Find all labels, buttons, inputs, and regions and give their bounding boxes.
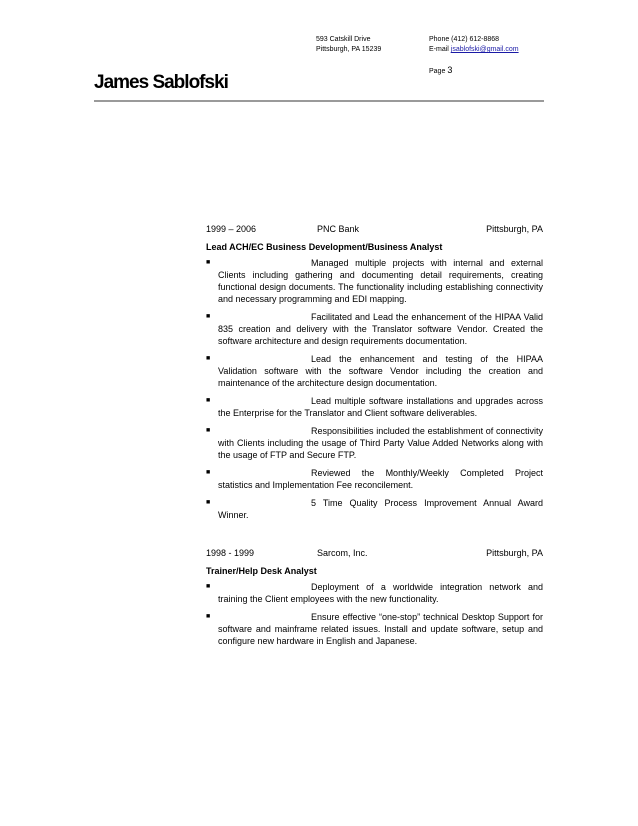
contact-block	[429, 35, 519, 55]
list-item	[206, 353, 543, 389]
bullet-icon: ■	[206, 499, 211, 506]
header-divider	[94, 100, 544, 102]
job-title: Trainer/Help Desk Analyst	[206, 566, 317, 576]
list-item	[206, 257, 543, 305]
bullet-icon: ■	[206, 427, 211, 434]
duty-text: Managed multiple projects with internal and external Clients including gathering and documenting detail requirements, creating functional design documents. The functionality including establishing connectivity and necessary programming and EDI mapping.	[218, 258, 543, 304]
list-item	[206, 467, 543, 491]
duty-text: Lead multiple software installations and upgrades across the Enterprise for the Translator and Client software deliverables.	[218, 396, 543, 418]
bullet-icon: ■	[206, 355, 211, 362]
duty-text: Ensure effective “one-stop” technical Desktop Support for software and mainframe related issues. Install and update software, setup and configure new hardware in English and Japanese.	[218, 612, 543, 646]
bullet-icon: ■	[206, 583, 211, 590]
duty-text: Lead the enhancement and testing of the HIPAA Validation software with the software Vendor including the creation and maintenance of the architecture design documentation.	[218, 354, 543, 388]
job-duties-list	[206, 257, 543, 521]
address-line-2: Pittsburgh, PA 15239	[316, 46, 382, 53]
duty-text: Reviewed the Monthly/Weekly Completed Project statistics and Implementation Fee reconcilement.	[218, 468, 543, 490]
page-indicator	[429, 65, 452, 77]
address-block	[316, 35, 381, 55]
page-label: Page	[429, 68, 446, 75]
duty-text: Deployment of a worldwide integration network and training the Client employees with the new functionality.	[218, 582, 543, 604]
job-years: 1999 – 2006	[206, 224, 257, 234]
job-company: PNC Bank	[317, 224, 360, 234]
candidate-name: James Sablofski	[94, 72, 228, 93]
list-item	[206, 311, 543, 347]
job-location: Pittsburgh, PA	[486, 224, 543, 234]
duty-text: Facilitated and Lead the enhancement of the HIPAA Valid 835 creation and delivery with the Translator software Vendor. Created the software architecture and design requirements documentation.	[218, 312, 543, 346]
job-duties-list	[206, 581, 543, 647]
email-label: E-mail	[429, 46, 449, 53]
phone-number: Phone (412) 612-8868	[429, 36, 500, 43]
job-company: Sarcom, Inc.	[317, 548, 368, 558]
job-header	[206, 547, 543, 559]
job-location: Pittsburgh, PA	[486, 548, 543, 558]
duty-text: Responsibilities included the establishment of connectivity with Clients including the usage of Third Party Value Added Networks along with the usage of FTP and Secure FTP.	[218, 426, 543, 460]
bullet-icon: ■	[206, 469, 211, 476]
job-years: 1998 - 1999	[206, 548, 255, 558]
bullet-icon: ■	[206, 313, 211, 320]
bullet-icon: ■	[206, 613, 211, 620]
list-item	[206, 425, 543, 461]
job-title: Lead ACH/EC Business Development/Business Analyst	[206, 242, 443, 252]
list-item	[206, 395, 543, 419]
address-line-1: 593 Catskill Drive	[316, 36, 371, 43]
bullet-icon: ■	[206, 397, 211, 404]
job-entry	[206, 223, 543, 527]
job-header	[206, 223, 543, 235]
bullet-icon: ■	[206, 259, 211, 266]
list-item	[206, 581, 543, 605]
list-item	[206, 611, 543, 647]
page-number: 3	[447, 65, 453, 75]
list-item	[206, 497, 543, 521]
email-line	[429, 45, 519, 55]
email-link[interactable]: jsablofski@gmail.com	[450, 46, 519, 53]
job-entry	[206, 547, 543, 653]
duty-text: 5 Time Quality Process Improvement Annual Award Winner.	[218, 498, 543, 520]
